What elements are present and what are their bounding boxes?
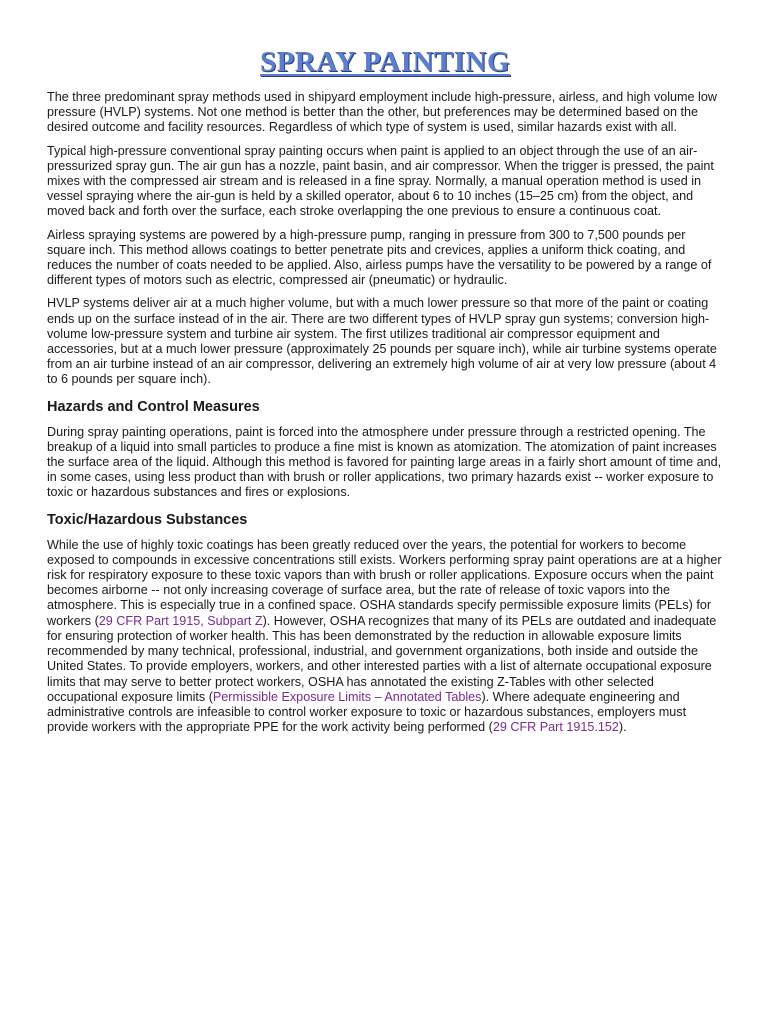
hazards-paragraph: During spray painting operations, paint is forced into the atmosphere under pressure through a restricted opening. The breakup of a liquid into small particles to produce a fine mist is known as atomization. The atomization of paint increases the surface area of the liquid. Although this method is favored for painting large areas in a fairly short amount of time and, in some cases, using less product than with brush or roller applications, two primary hazards exist -- worker exposure to toxic or hazardous substances and fires or explosions. (47, 424, 722, 500)
hazards-heading: Hazards and Control Measures (47, 398, 260, 415)
page-title: SPRAY PAINTING (259, 46, 511, 78)
cfr-1915-subpart-z-link[interactable]: 29 CFR Part 1915, Subpart Z (98, 613, 263, 628)
toxic-text-1: While the use of highly toxic coatings has been greatly reduced over the years, the potential for workers to become exposed to compounds in excessive concentrations still exists. Workers performing spray paint operations are at a higher risk for respiratory exposure to these toxic vapors than with brush or roller applications. Exposure occurs when the paint becomes airborne -- not only increasing coverage of surface area, but the rate of release of toxic vapors into the atmosphere. This is especially true in a confined space. OSHA standards specify permissible exposure limits (PELs) for workers ( (47, 537, 722, 628)
high-pressure-paragraph: Typical high-pressure conventional spray painting occurs when paint is applied to an object through the use of an air-pressurized spray gun. The air gun has a nozzle, paint basin, and air compressor. When the trigger is pressed, the paint mixes with the compressed air stream and is released in a fine spray. Normally, a manual operation method is used in vessel spraying where the air-gun is held by a skilled operator, about 6 to 10 inches (15–25 cm) from the object, and moved back and forth over the surface, each stroke overlapping the one previous to ensure a continuous coat. (47, 143, 714, 219)
cfr-1915-152-link[interactable]: 29 CFR Part 1915.152 (492, 720, 619, 735)
toxic-text-3: ). Where adequate engineering and administrative controls are infeasible to control worker exposure to toxic or hazardous substances, employers must provide workers with the appropriate PPE for the work activity being performed ( (47, 689, 687, 735)
airless-paragraph: Airless spraying systems are powered by a high-pressure pump, ranging in pressure from 300 to 7,500 pounds per square inch. This method allows coatings to better penetrate pits and crevices, applies a uniform thick coating, and reduces the number of coats needed to be applied. Also, airless pumps have the versatility to be powered by a range of different types of motors such as electric, compressed air (pneumatic) or hydraulic. (47, 227, 712, 288)
toxic-text-2: ). However, OSHA recognizes that many of its PELs are outdated and inadequate for ensuring protection of worker health. This has been demonstrated by the reduction in allowable exposure limits recommended by many technical, professional, industrial, and government organizations, both inside and outside the United States. To provide employers, workers, and other interested parties with a list of alternate occupational exposure limits that may serve to better protect workers, OSHA has annotated the existing Z-Tables with other selected occupational exposure limits ( (47, 613, 717, 704)
toxic-text-4: ). (618, 720, 627, 735)
toxic-paragraph (47, 538, 723, 736)
pel-annotated-tables-link[interactable]: Permissible Exposure Limits – Annotated Tables (212, 689, 482, 704)
hvlp-paragraph: HVLP systems deliver air at a much higher volume, but with a much lower pressure so that more of the paint or coating ends up on the surface instead of in the air. There are two different types of HVLP spray gun systems; conversion high-volume low-pressure system and turbine air system. The first utilizes traditional air compressor equipment and accessories, but at a much lower pressure (approximately 25 pounds per square inch), while air turbine systems operate from an air turbine instead of an air compressor, delivering an extremely high volume of air at very low pressure (about 4 to 6 pounds per square inch). (47, 296, 717, 387)
intro-paragraph: The three predominant spray methods used in shipyard employment include high-pressure, airless, and high volume low pressure (HVLP) systems. Not one method is better than the other, but preferences may be determined based on the desired outcome and facility resources. Regardless of which type of system is used, similar hazards exist with all. (47, 90, 717, 135)
toxic-heading: Toxic/Hazardous Substances (47, 511, 248, 528)
document-page (47, 44, 723, 743)
